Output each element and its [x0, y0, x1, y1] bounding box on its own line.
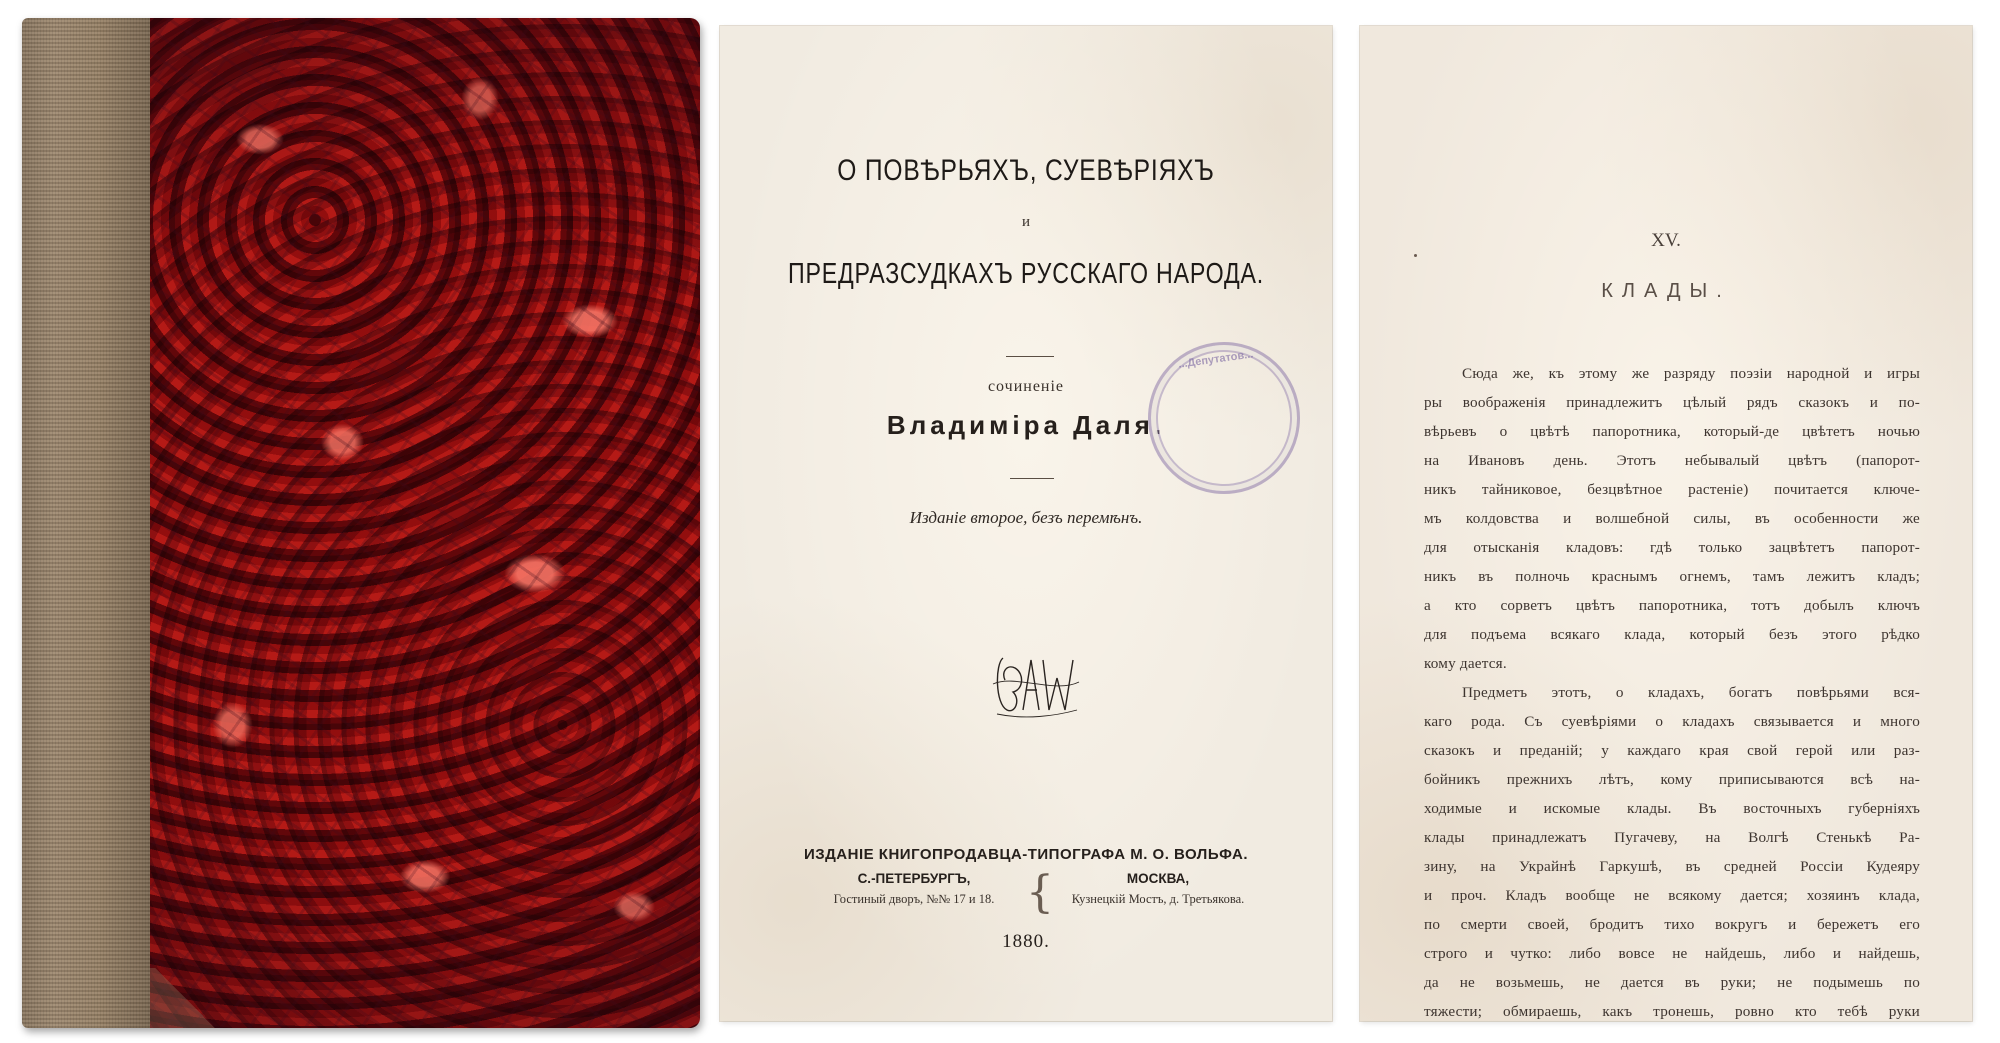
text-line: Предметъ этотъ, о кладахъ, богатъ повѣрьями вся-: [1462, 684, 1920, 701]
text-line: никъ тайниковое, безцвѣтное растеніе) почитается ключе-: [1424, 481, 1920, 498]
text-line: зину, на Украйнѣ Гаркушѣ, въ средней Россіи Кудеяру: [1424, 858, 1920, 875]
text-line: мъ колдовства и волшебной силы, въ особенности же: [1424, 510, 1920, 527]
divider-rule: [1006, 356, 1054, 357]
publisher-cities: [720, 867, 1332, 921]
city-address: Кузнецкій Мостъ, д. Третьякова.: [1071, 892, 1245, 906]
text-line: ходимые и искомые клады. Въ восточныхъ губерніяхъ: [1424, 800, 1920, 817]
divider-rule: [1010, 478, 1054, 479]
text-page: [1360, 26, 1972, 1021]
text-line: тяжести; обмираешь, какъ тронешь, ровно кто тебѣ руки: [1424, 1003, 1920, 1020]
city-name: С.-ПЕТЕРБУРГЪ,: [857, 871, 971, 886]
body-text: [1424, 359, 1920, 1026]
title-line-1: О ПОВѢРЬЯХЪ, СУЕВѢРІЯХЪ: [837, 154, 1215, 187]
publisher-monogram: [985, 644, 1085, 724]
brace-divider: {: [1026, 867, 1054, 918]
author-name: Владиміра Даля.: [886, 410, 1166, 440]
text-line: вѣрьевъ о цвѣтѣ папоротника, который-де цвѣтетъ ночью: [1424, 423, 1920, 440]
title-line-2: ПРЕДРАЗСУДКАХЪ РУССКАГО НАРОДА.: [788, 258, 1264, 290]
chapter-number: XV.: [1651, 230, 1681, 251]
book-cover: [22, 18, 700, 1028]
text-line: ры воображенія принадлежитъ цѣлый рядъ сказокъ и по-: [1424, 394, 1920, 411]
text-line: каго рода. Съ суевѣріями о кладахъ связывается и много: [1424, 713, 1920, 730]
text-line: сказокъ и преданій; у каждаго края свой герой или раз-: [1424, 742, 1920, 759]
text-line: клады принадлежатъ Пугачеву, на Волгѣ Стенькѣ Ра-: [1424, 829, 1920, 846]
city-moscow: [1038, 871, 1278, 907]
city-address: Гостиный дворъ, №№ 17 и 18.: [833, 892, 995, 906]
library-stamp: [1138, 332, 1310, 504]
text-line: на Ивановъ день. Этотъ небывалый цвѣтъ (папорот-: [1424, 452, 1920, 469]
chapter-heading: КЛАДЫ.: [1601, 280, 1731, 302]
publication-year: 1880.: [1002, 931, 1050, 952]
text-line: никъ въ полночь краснымъ огнемъ, тамъ лежитъ кладъ;: [1424, 568, 1920, 585]
publisher-line: ИЗДАНІЕ КНИГОПРОДАВЦА-ТИПОГРАФА М. О. ВОЛЬФА.: [803, 846, 1249, 863]
text-line: и проч. Кладъ вообще не всякому дается; хозяинъ клада,: [1424, 887, 1920, 904]
text-line: Сюда же, къ этому же разряду поэзіи народной и игры: [1462, 365, 1920, 382]
text-line: для отысканія кладовъ: гдѣ только зацвѣтетъ папорот-: [1424, 539, 1920, 556]
city-st-petersburg: [794, 871, 1034, 907]
title-page: [720, 26, 1332, 1021]
city-name: МОСКВА,: [1126, 871, 1190, 886]
text-line: кому дается.: [1424, 655, 1507, 672]
text-line: по смерти своей, бродитъ тихо вокругъ и бережетъ его: [1424, 916, 1920, 933]
text-line: бойникъ прежнихъ лѣтъ, кому приписываются всѣ на-: [1424, 771, 1920, 788]
edition-note: Изданіе второе, безъ перемѣнъ.: [909, 508, 1143, 527]
paper-speck: [1414, 254, 1417, 257]
work-label: сочиненіе: [987, 378, 1065, 395]
text-line: строго и чутко: либо вовсе не найдешь, либо и найдешь,: [1424, 945, 1920, 962]
marbled-board: [150, 18, 700, 1028]
text-line: да не возьмешь, не дается въ руки; не подымешь по: [1424, 974, 1920, 991]
stamp-text: ...Депутатов...: [1177, 348, 1255, 371]
text-line: а кто сорветъ цвѣтъ папоротника, тотъ добылъ ключъ: [1424, 597, 1920, 614]
title-conjunction: и: [1021, 214, 1031, 230]
text-line: для подъема всякаго клада, который безъ этого рѣдко: [1424, 626, 1920, 643]
cloth-spine: [22, 18, 152, 1028]
corner-wear: [150, 968, 220, 1028]
